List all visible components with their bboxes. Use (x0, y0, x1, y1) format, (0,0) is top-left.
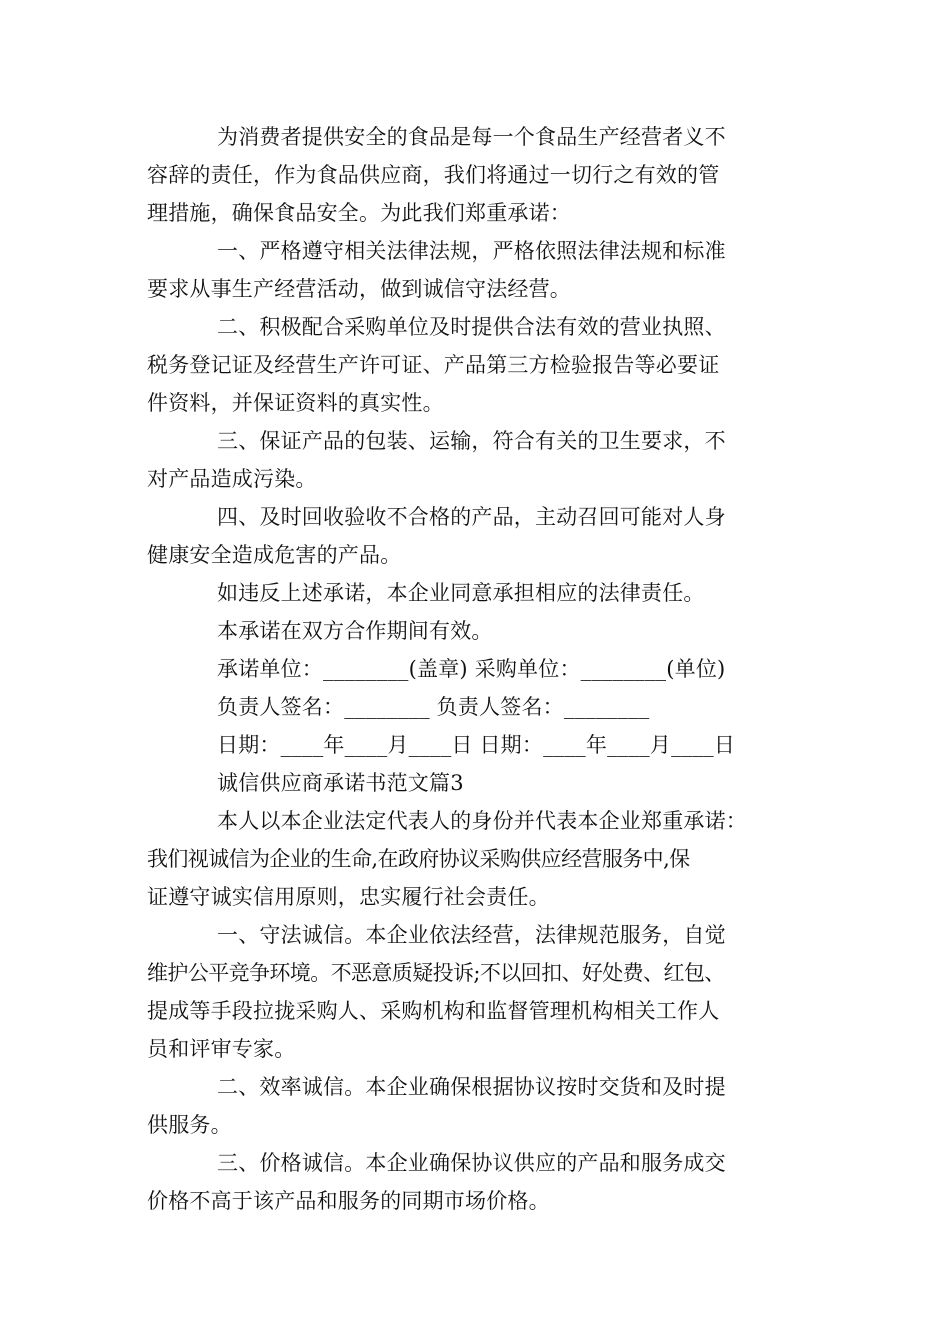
paragraph-line: 四、及时回收验收不合格的产品，主动召回可能对人身 (217, 505, 726, 529)
paragraph-line: 三、保证产品的包装、运输，符合有关的卫生要求，不 (217, 429, 726, 453)
paragraph-line: 维护公平竞争环境。不恶意质疑投诉;不以回扣、好处费、红包、 (147, 961, 725, 985)
paragraph-line: 本承诺在双方合作期间有效。 (217, 619, 493, 643)
paragraph-line: 价格不高于该产品和服务的同期市场价格。 (147, 1189, 550, 1213)
signature-line: 负责人签名：________ 负责人签名：________ (217, 695, 650, 719)
paragraph-line: 二、效率诚信。本企业确保根据协议按时交货和及时提 (217, 1075, 726, 1099)
paragraph-line: 为消费者提供安全的食品是每一个食品生产经营者义不 (217, 125, 726, 149)
paragraph-line: 供服务。 (147, 1113, 232, 1137)
paragraph-line: 理措施，确保食品安全。为此我们郑重承诺： (147, 201, 571, 225)
signature-line: 承诺单位：________(盖章) 采购单位：________(单位) (217, 657, 726, 681)
paragraph-line: 一、严格遵守相关法律法规，严格依照法律法规和标准 (217, 239, 726, 263)
paragraph-line: 对产品造成污染。 (147, 467, 317, 491)
paragraph-line: 税务登记证及经营生产许可证、产品第三方检验报告等必要证 (147, 353, 720, 377)
section-title: 诚信供应商承诺书范文篇3 (217, 771, 464, 795)
paragraph-line: 本人以本企业法定代表人的身份并代表本企业郑重承诺： (217, 809, 747, 833)
paragraph-line: 证遵守诚实信用原则，忠实履行社会责任。 (147, 885, 550, 909)
paragraph-line: 容辞的责任，作为食品供应商，我们将通过一切行之有效的管 (147, 163, 720, 187)
date-line: 日期：____年____月____日 日期：____年____月____日 (217, 733, 736, 757)
paragraph-line: 健康安全造成危害的产品。 (147, 543, 402, 567)
paragraph-line: 件资料，并保证资料的真实性。 (147, 391, 444, 415)
paragraph-line: 提成等手段拉拢采购人、采购机构和监督管理机构相关工作人 (147, 999, 720, 1023)
paragraph-line: 二、积极配合采购单位及时提供合法有效的营业执照、 (217, 315, 726, 339)
paragraph-line: 一、守法诚信。本企业依法经营，法律规范服务，自觉 (217, 923, 726, 947)
document-body (147, 118, 807, 1220)
paragraph-line: 如违反上述承诺，本企业同意承担相应的法律责任。 (217, 581, 705, 605)
paragraph-line: 员和评审专家。 (147, 1037, 296, 1061)
paragraph-line: 要求从事生产经营活动，做到诚信守法经营。 (147, 277, 571, 301)
paragraph-line: 我们视诚信为企业的生命,在政府协议采购供应经营服务中,保 (147, 847, 690, 871)
paragraph-line: 三、价格诚信。本企业确保协议供应的产品和服务成交 (217, 1151, 726, 1175)
